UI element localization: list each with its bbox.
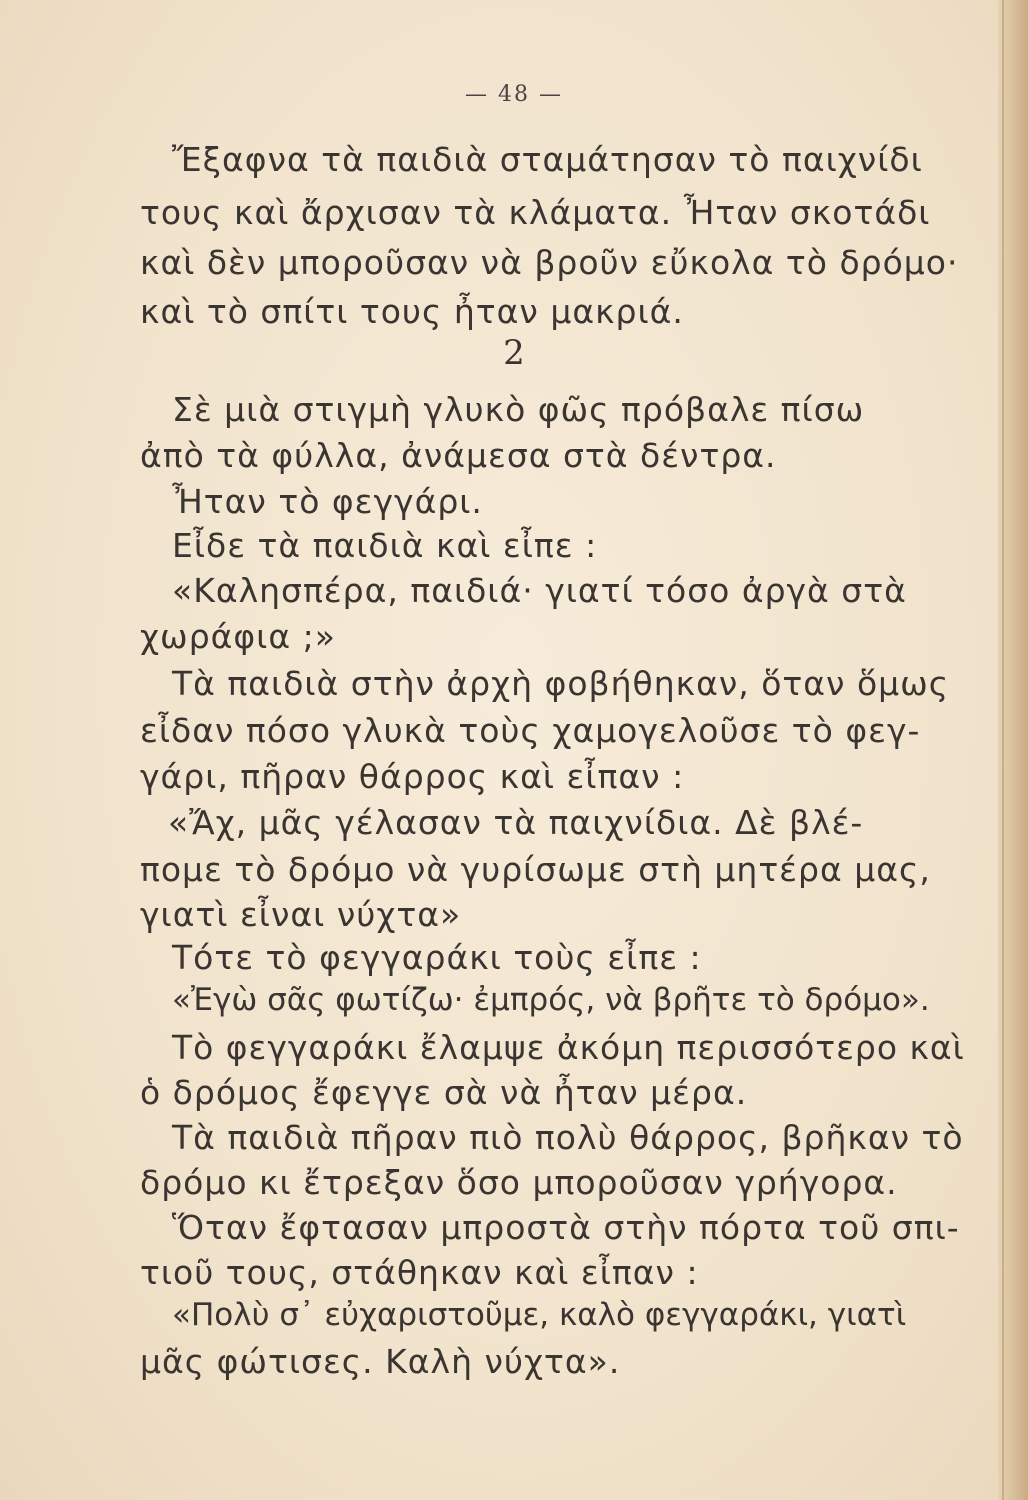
text-line: καὶ δὲν μποροῦσαν νὰ βροῦν εὔκολα τὸ δρόμο·	[140, 243, 959, 282]
text-line: τιοῦ τους, στάθηκαν καὶ εἶπαν :	[140, 1253, 699, 1292]
text-line: Τὰ παιδιὰ πῆραν πιὸ πολὺ θάρρος, βρῆκαν τὸ	[172, 1118, 964, 1157]
text-line: «Πολὺ σ᾽ εὐχαριστοῦμε, καλὸ φεγγαράκι, γιατὶ	[172, 1297, 907, 1333]
text-line: γάρι, πῆραν θάρρος καὶ εἶπαν :	[140, 757, 685, 796]
text-line: δρόμο κι ἔτρεξαν ὅσο μποροῦσαν γρήγορα.	[140, 1163, 898, 1202]
text-line: τους καὶ ἄρχισαν τὰ κλάματα. Ἦταν σκοτάδι	[140, 193, 931, 232]
text-line: καὶ τὸ σπίτι τους ἦταν μακριά.	[140, 292, 684, 331]
text-line: Τότε τὸ φεγγαράκι τοὺς εἶπε :	[172, 938, 702, 977]
text-line: πομε τὸ δρόμο νὰ γυρίσωμε στὴ μητέρα μας,	[140, 850, 931, 889]
text-line: Ἔξαφνα τὰ παιδιὰ σταμάτησαν τὸ παιχνίδι	[172, 140, 923, 179]
text-line: Τὰ παιδιὰ στὴν ἀρχὴ φοβήθηκαν, ὅταν ὅμως	[172, 664, 950, 703]
text-line: Τὸ φεγγαράκι ἔλαμψε ἀκόμη περισσότερο καὶ	[172, 1028, 965, 1067]
text-line: Σὲ μιὰ στιγμὴ γλυκὸ φῶς πρόβαλε πίσω	[172, 390, 865, 429]
text-line: Ὅταν ἔφτασαν μπροστὰ στὴν πόρτα τοῦ σπι-	[172, 1208, 960, 1247]
text-line: «Καλησπέρα, παιδιά· γιατί τόσο ἀργὰ στὰ	[172, 571, 907, 610]
text-line: «Ἐγὼ σᾶς φωτίζω· ἐμπρός, νὰ βρῆτε τὸ δρόμο».	[172, 982, 930, 1018]
text-line: ὁ δρόμος ἔφεγγε σὰ νὰ ἦταν μέρα.	[140, 1073, 748, 1112]
text-line: μᾶς φώτισες. Καλὴ νύχτα».	[140, 1342, 621, 1381]
text-line: «Ἄχ, μᾶς γέλασαν τὰ παιχνίδια. Δὲ βλέ-	[168, 803, 864, 842]
text-line: Εἶδε τὰ παιδιὰ καὶ εἶπε :	[172, 526, 598, 565]
binding-crease	[1002, 0, 1004, 1500]
page-number: — 48 —	[465, 82, 563, 107]
text-line: ἀπὸ τὰ φύλλα, ἀνάμεσα στὰ δέντρα.	[140, 436, 777, 475]
text-line: γιατὶ εἶναι νύχτα»	[140, 895, 462, 934]
text-line: χωράφια ;»	[140, 617, 336, 656]
text-line: εἶδαν πόσο γλυκὰ τοὺς χαμογελοῦσε τὸ φεγ-	[140, 711, 921, 750]
section-number: 2	[503, 333, 525, 373]
text-line: Ἦταν τὸ φεγγάρι.	[172, 482, 483, 521]
